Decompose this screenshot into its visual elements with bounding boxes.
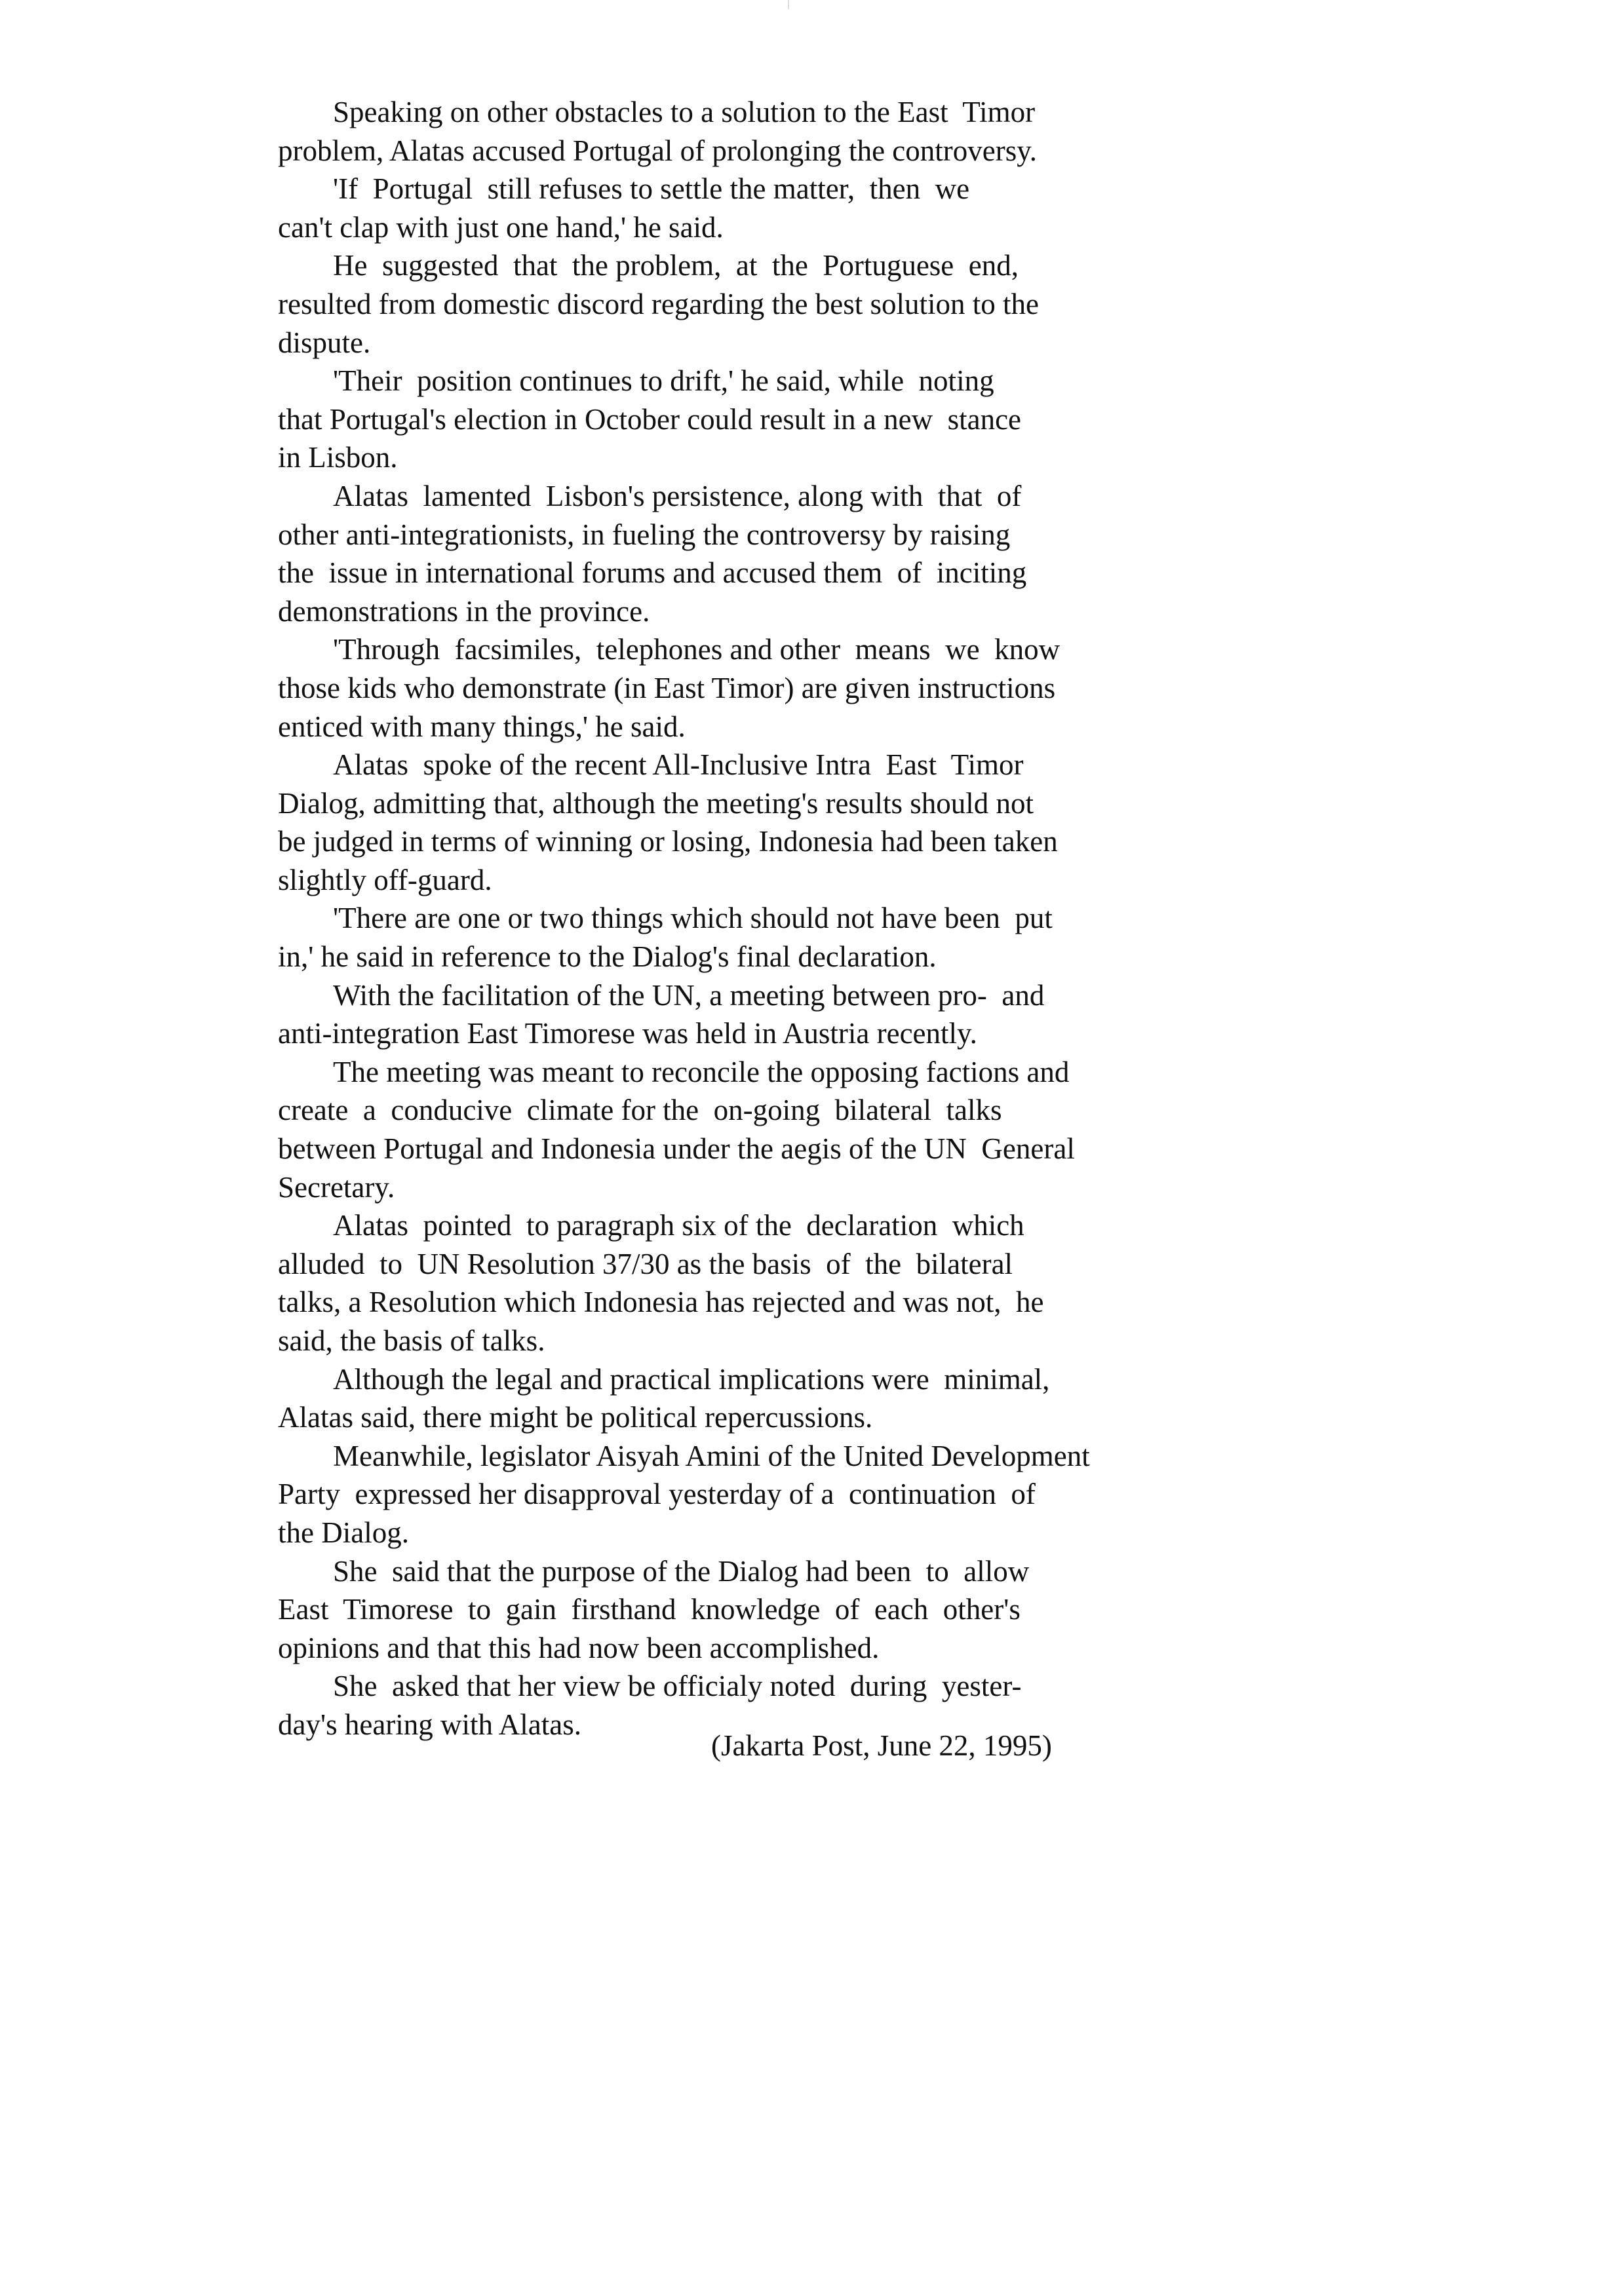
text-line: in Lisbon. [278,441,398,474]
text-line: opinions and that this had now been accomplished. [278,1631,880,1664]
text-line: the issue in international forums and accused them of inciting [278,556,1027,590]
article-body [278,93,1209,1744]
paragraph-9 [278,976,1209,1053]
text-line: With the facilitation of the UN, a meeting between pro- and [333,978,1045,1012]
text-line: those kids who demonstrate (in East Timor) are given instructions [278,671,1056,704]
text-line: the Dialog. [278,1516,409,1549]
text-line: demonstrations in the province. [278,594,650,628]
text-line: 'There are one or two things which should not have been put [333,902,1053,935]
paragraph-4 [278,362,1209,477]
text-line: can't clap with just one hand,' he said. [278,210,724,244]
text-line: Party expressed her disapproval yesterday of a continuation of [278,1478,1036,1511]
paragraph-10 [278,1053,1209,1206]
text-line: Dialog, admitting that, although the meeting's results should not [278,786,1034,820]
text-line: The meeting was meant to reconcile the opposing factions and [333,1055,1070,1088]
text-line: other anti-integrationists, in fueling the controversy by raising [278,518,1011,551]
text-line: Speaking on other obstacles to a solution to the East Timor [333,96,1036,128]
text-line: that Portugal's election in October could result in a new stance [278,402,1022,436]
text-line: Meanwhile, legislator Aisyah Amini of the United Development [333,1439,1090,1472]
text-line: She asked that her view be officialy noted during yester- [333,1670,1022,1703]
text-line: between Portugal and Indonesia under the aegis of the UN General [278,1132,1075,1166]
text-line: day's hearing with Alatas. [278,1708,582,1741]
paragraph-12 [278,1360,1209,1437]
text-line: She said that the purpose of the Dialog had been to allow [333,1554,1030,1588]
paragraph-5 [278,477,1209,630]
text-line: enticed with many things,' he said. [278,710,686,743]
text-line: be judged in terms of winning or losing, Indonesia had been taken [278,825,1058,858]
text-line: Although the legal and practical implications were minimal, [333,1362,1050,1396]
text-line: create a conducive climate for the on-going bilateral talks [278,1094,1002,1127]
text-line: problem, Alatas accused Portugal of prolonging the controversy. [278,134,1038,167]
text-line: Secretary. [278,1170,395,1204]
paragraph-11 [278,1206,1209,1360]
paragraph-14 [278,1552,1209,1668]
scan-mark [788,0,789,9]
text-line: slightly off-guard. [278,863,492,896]
text-line: East Timorese to gain firsthand knowledge of each other's [278,1593,1021,1626]
paragraph-3 [278,246,1209,362]
text-line: dispute. [278,326,371,359]
text-line: Alatas spoke of the recent All-Inclusive Intra East Timor [333,748,1024,782]
text-line: in,' he said in reference to the Dialog's final declaration. [278,940,937,974]
text-line: alluded to UN Resolution 37/30 as the basis of the bilateral [278,1247,1013,1280]
text-line: He suggested that the problem, at the Portuguese end, [333,249,1019,282]
paragraph-7 [278,746,1209,899]
source-citation: (Jakarta Post, June 22, 1995) [711,1729,1052,1762]
text-line: Alatas pointed to paragraph six of the declaration which [333,1209,1024,1242]
text-line: 'If Portugal still refuses to settle the matter, then we [333,172,970,206]
paragraph-1 [278,93,1209,170]
text-line: said, the basis of talks. [278,1324,545,1357]
paragraph-2 [278,170,1209,246]
text-line: anti-integration East Timorese was held in Austria recently. [278,1017,977,1050]
paragraph-13 [278,1437,1209,1552]
paragraph-6 [278,630,1209,746]
paragraph-8 [278,899,1209,976]
text-line: Alatas lamented Lisbon's persistence, along with that of [333,479,1022,512]
text-line: 'Through facsimiles, telephones and other means we know [333,633,1060,666]
text-line: talks, a Resolution which Indonesia has rejected and was not, he [278,1286,1044,1319]
text-line: resulted from domestic discord regarding the best solution to the [278,287,1039,320]
text-line: Alatas said, there might be political repercussions. [278,1401,873,1434]
text-line: 'Their position continues to drift,' he said, while noting [333,364,994,398]
